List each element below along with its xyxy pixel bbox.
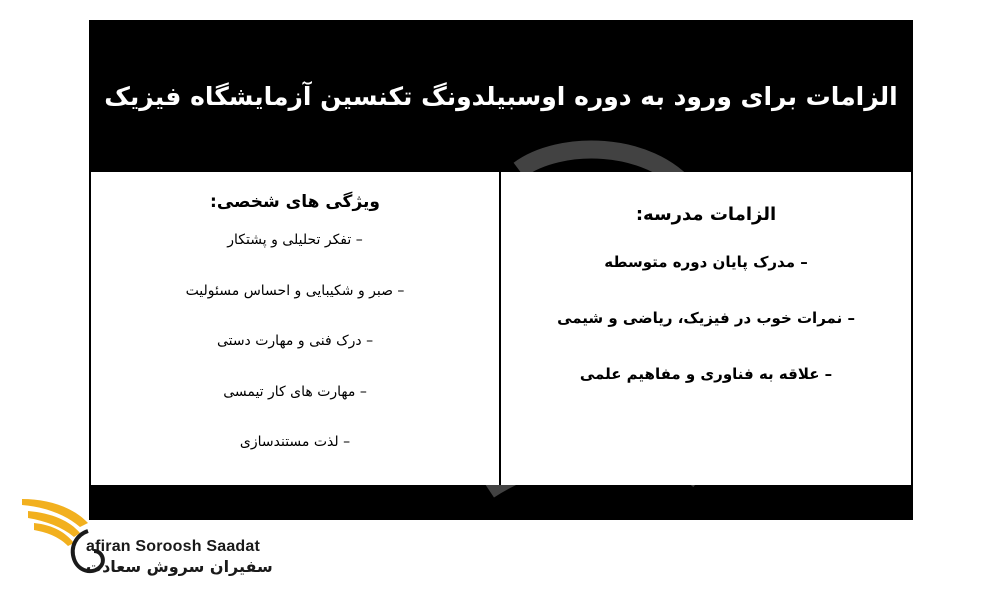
page-title: الزامات برای ورود به دوره اوسبیلدونگ تکنسین آزمایشگاه فیزیک xyxy=(104,81,898,111)
personal-traits-column xyxy=(91,172,501,485)
list-item: – علاقه به فناوری و مفاهیم علمی xyxy=(579,364,833,383)
personal-traits-heading: ویژگی های شخصی: xyxy=(210,192,380,212)
school-requirements-column xyxy=(501,172,911,485)
list-item: – لذت مستندسازی xyxy=(239,434,351,450)
requirements-card xyxy=(89,20,913,520)
school-requirements-heading: الزامات مدرسه: xyxy=(635,203,777,225)
list-item: – مدرک پایان دوره متوسطه xyxy=(604,252,808,271)
list-item: – صبر و شکیبایی و احساس مسئولیت xyxy=(185,282,405,299)
brand-name-en: afiran Soroosh Saadat xyxy=(86,538,261,555)
list-item: – مهارت های کار تیمسی xyxy=(223,383,367,400)
list-item: – نمرات خوب در فیزیک، ریاضی و شیمی xyxy=(557,308,855,327)
list-item: – درک فنی و مهارت دستی xyxy=(216,333,374,349)
list-item: – تفکر تحلیلی و پشتکار xyxy=(227,232,363,248)
brand-name-fa: سفیران سروش سعادت xyxy=(86,557,273,576)
requirements-table xyxy=(91,172,911,485)
